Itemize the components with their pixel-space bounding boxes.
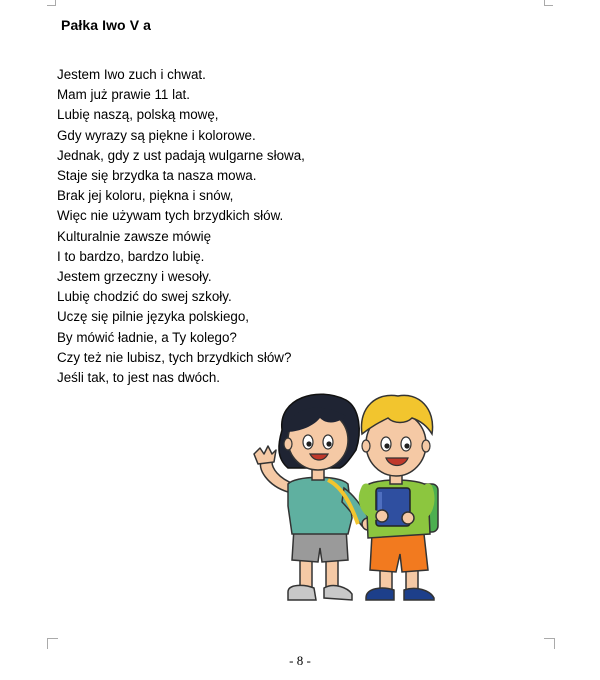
- poem-line: I to bardzo, bardzo lubię.: [57, 248, 205, 264]
- two-kids-illustration: [248, 388, 452, 608]
- poem-line: By mówić ładnie, a Ty kolego?: [57, 329, 237, 345]
- poem-line: Jednak, gdy z ust padają wulgarne słowa,: [57, 147, 305, 163]
- poem-line: Jeśli tak, to jest nas dwóch.: [57, 370, 220, 386]
- girl-figure: [254, 394, 374, 600]
- crop-mark-top-right: [544, 0, 553, 6]
- crop-mark-top-left: [47, 0, 56, 6]
- poem-line: Czy też nie lubisz, tych brzydkich słów?: [57, 349, 292, 365]
- crop-mark-bottom-left: [47, 638, 58, 649]
- crop-mark-bottom-right: [544, 638, 555, 649]
- poem-line: Uczę się pilnie języka polskiego,: [57, 309, 250, 325]
- page-number: - 8 -: [289, 653, 311, 668]
- poem-line: Staje się brzydka ta nasza mowa.: [57, 168, 257, 184]
- poem-line: Gdy wyrazy są piękne i kolorowe.: [57, 127, 256, 143]
- poem-line: Jestem grzeczny i wesoły.: [57, 269, 212, 285]
- poem-line: Mam już prawie 11 lat.: [57, 87, 190, 103]
- page-title: Pałka Iwo V a: [61, 17, 152, 33]
- poem-line: Lubię chodzić do swej szkoły.: [57, 289, 232, 305]
- poem-line: Więc nie używam tych brzydkich słów.: [57, 208, 284, 224]
- poem-line: Kulturalnie zawsze mówię: [57, 228, 212, 244]
- poem: [57, 65, 305, 388]
- poem-line: Brak jej koloru, piękna i snów,: [57, 188, 234, 204]
- boy-figure: [361, 395, 438, 600]
- poem-line: Lubię naszą, polską mowę,: [57, 107, 219, 123]
- poem-line: Jestem Iwo zuch i chwat.: [57, 67, 206, 82]
